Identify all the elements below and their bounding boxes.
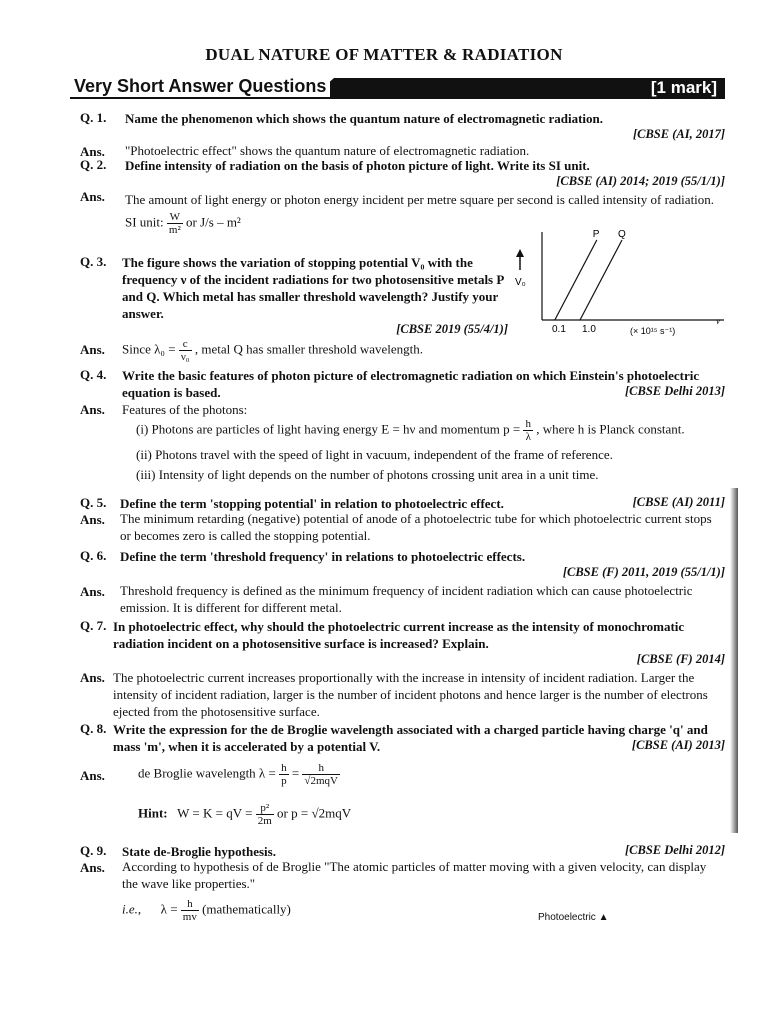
q8-ans-prefix: de Broglie wavelength λ = [138,765,276,781]
graph-y-label: V₀ [515,277,526,288]
q9-eq-fraction [181,898,199,923]
q9-label: Q. 9. [80,843,107,858]
q7-source: [CBSE (F) 2014] [636,652,725,666]
footer-label [538,912,609,923]
q9-ie: i.e., [122,901,142,917]
q1-source: [CBSE (AI, 2017] [632,127,725,141]
q9-answer: According to hypothesis of de Broglie "The atomic particles of matter moving with a given velocity, can display the wave like properties." [122,859,707,891]
q8-f1-den: p [281,775,287,787]
q9-eq-num: h [181,898,199,911]
q8-text: Write the expression for the de Broglie wavelength associated with a charged particle having charge 'q' and mass 'm', when it is accelerated by a potential V. [113,722,708,754]
q8-answer [138,762,638,787]
q3-ans-prefix: Since λ₀ = [122,341,176,357]
q4-source: [CBSE Delhi 2013] [624,384,725,398]
q8-hint-label: Hint: [138,805,168,821]
q2-label: Q. 2. [80,157,107,172]
q1-answer: "Photoelectric effect" shows the quantum nature of electromagnetic radiation. [125,143,530,158]
q5-label: Q. 5. [80,495,107,510]
q8-hint-den: 2m [257,815,272,827]
q4-i1-suffix: , where h is Planck constant. [536,421,685,437]
series-line-Q [580,240,622,320]
x-tick-1.0: 1.0 [582,324,596,335]
footer-arrow-icon: ▲ [598,912,609,923]
section-heading: Very Short Answer Questions [70,76,330,97]
q3-source: [CBSE 2019 (55/4/1)] [396,322,508,336]
si-num: W [167,211,183,224]
q2-source: [CBSE (AI) 2014; 2019 (55/1/1)] [556,174,725,188]
q9-block [122,843,725,923]
q8-source: [CBSE (AI) 2013] [631,738,725,752]
q7-block [113,618,725,720]
q6-label: Q. 6. [80,548,107,563]
q6-block [120,548,725,616]
q6-answer: Threshold frequency is defined as the minimum frequency of incident radiation which can cause photoelectric emission. It is different for different metal. [120,583,693,615]
q5-block [120,495,725,544]
q8-hint-num: p² [256,802,274,815]
q8-equals: = [291,765,300,781]
q1-ans-label: Ans. [80,144,105,159]
q9-text: State de-Broglie hypothesis. [122,844,276,859]
q4-item-3: (iii) Intensity of light depends on the number of photons crossing unit area in a unit time. [136,467,599,482]
q8-frac-2 [302,762,340,787]
footer-text: Photoelectric [538,912,596,923]
q9-equation [122,898,725,923]
q8-f1-num: h [281,762,287,774]
q4-i1-num: h [525,418,531,430]
q7-label: Q. 7. [80,618,107,633]
si-den: m² [168,224,181,236]
series-label-P: P [592,229,600,240]
graph-lines [555,229,626,320]
q8-hint [138,802,638,827]
q4-i1-den: λ [525,431,531,443]
q9-eq-suffix: (mathematically) [202,901,291,917]
section-banner [70,76,725,102]
q9-eq-den: mv [182,911,197,923]
x-tick-0.1: 0.1 [552,324,566,335]
q9-ans-label: Ans. [80,860,105,875]
q4-label: Q. 4. [80,367,107,382]
q3-label: Q. 3. [80,254,107,269]
marks-label: [1 mark] [650,78,717,97]
q7-answer: The photoelectric current increases proportionally with the increase in intensity of incident radiation. Larger the intensity of incident radiation, larger is the number of incident photons and hence larger is the number of electrons ejected from the photosensitive surface. [113,670,708,719]
series-line-P [555,240,597,320]
q3-text: The figure shows the variation of stopping potential V₀ with the frequency ν of the incident radiations for two photosensitive metals P and Q. Which metal has smaller threshold wavelength? Justify your answer. [122,255,504,321]
q8-f2-den: √2mqV [304,775,338,787]
si-prefix: SI unit: [125,214,164,230]
q4-item-1 [136,418,725,443]
q1-text: Name the phenomenon which shows the quantum nature of electromagnetic radiation. [125,111,603,126]
q8-frac-1 [279,762,289,787]
q4-block [122,367,725,483]
si-suffix: or J/s – m² [186,214,241,230]
q5-text: Define the term 'stopping potential' in relation to photoelectric effect. [120,496,504,511]
q3-block [122,254,508,337]
q2-answer: The amount of light energy or photon energy incident per metre square per second is called intensity of radiation. [125,192,715,207]
q7-ans-label: Ans. [80,670,105,685]
series-label-Q: Q [618,229,626,240]
q3-ans-den: ν₀ [180,351,190,363]
q2-ans-label: Ans. [80,189,105,204]
q4-item-2: (ii) Photons travel with the speed of light in vacuum, independent of the frame of reference. [136,447,613,462]
graph-x-label: ν [716,316,720,326]
x-unit-label: (× 10¹⁵ s⁻¹) [630,326,676,336]
q4-i1-fraction [523,418,533,443]
q3-ans-num: c [179,338,192,351]
q3-ans-fraction [179,338,192,363]
y-arrow-head [516,249,524,257]
page-title: DUAL NATURE OF MATTER & RADIATION [205,45,563,64]
si-fraction [167,211,183,236]
q8-ans-label: Ans. [80,768,105,783]
q4-i1-prefix: (i) Photons are particles of light having energy E = hν and momentum p = [136,421,521,437]
q8-hint-suffix: or p = √2mqV [277,805,352,821]
q3-ans-label: Ans. [80,342,105,357]
q4-text: Write the basic features of photon picture of electromagnetic radiation on which Einstein's photoelectric equation is based. [122,368,700,400]
q7-text: In photoelectric effect, why should the photoelectric current increase as the intensity of monochromatic radiation incident on a photosensitive surface is increased? Explain. [113,619,685,651]
q9-eq-prefix: λ = [160,901,178,917]
q8-hint-fraction [256,802,274,827]
q1-label: Q. 1. [80,110,107,125]
q5-source: [CBSE (AI) 2011] [632,495,725,509]
stopping-potential-graph [512,228,727,340]
q3-answer [122,338,642,363]
q6-text: Define the term 'threshold frequency' in relations to photoelectric effects. [120,549,526,564]
q1-block [125,110,725,159]
q4-ans-intro: Features of the photons: [122,402,248,417]
q9-source: [CBSE Delhi 2012] [624,843,725,857]
q8-hint-prefix: W = K = qV = [177,805,253,821]
q5-ans-label: Ans. [80,512,105,527]
q2-block [125,157,725,236]
q8-label: Q. 8. [80,721,107,736]
q5-answer: The minimum retarding (negative) potential of anode of a photoelectric tube for which photoelectric current stops or becomes zero is called the stopping potential. [120,511,712,543]
q8-f2-num: h [302,762,340,775]
page-edge-shadow [730,488,738,833]
q8-block [113,721,725,753]
q2-text: Define intensity of radiation on the basis of photon picture of light. Write its SI unit. [125,158,590,173]
q3-ans-suffix: , metal Q has smaller threshold wavelength. [194,341,424,357]
q6-source: [CBSE (F) 2011, 2019 (55/1/1)] [562,565,725,579]
q6-ans-label: Ans. [80,584,105,599]
q4-ans-label: Ans. [80,402,105,417]
